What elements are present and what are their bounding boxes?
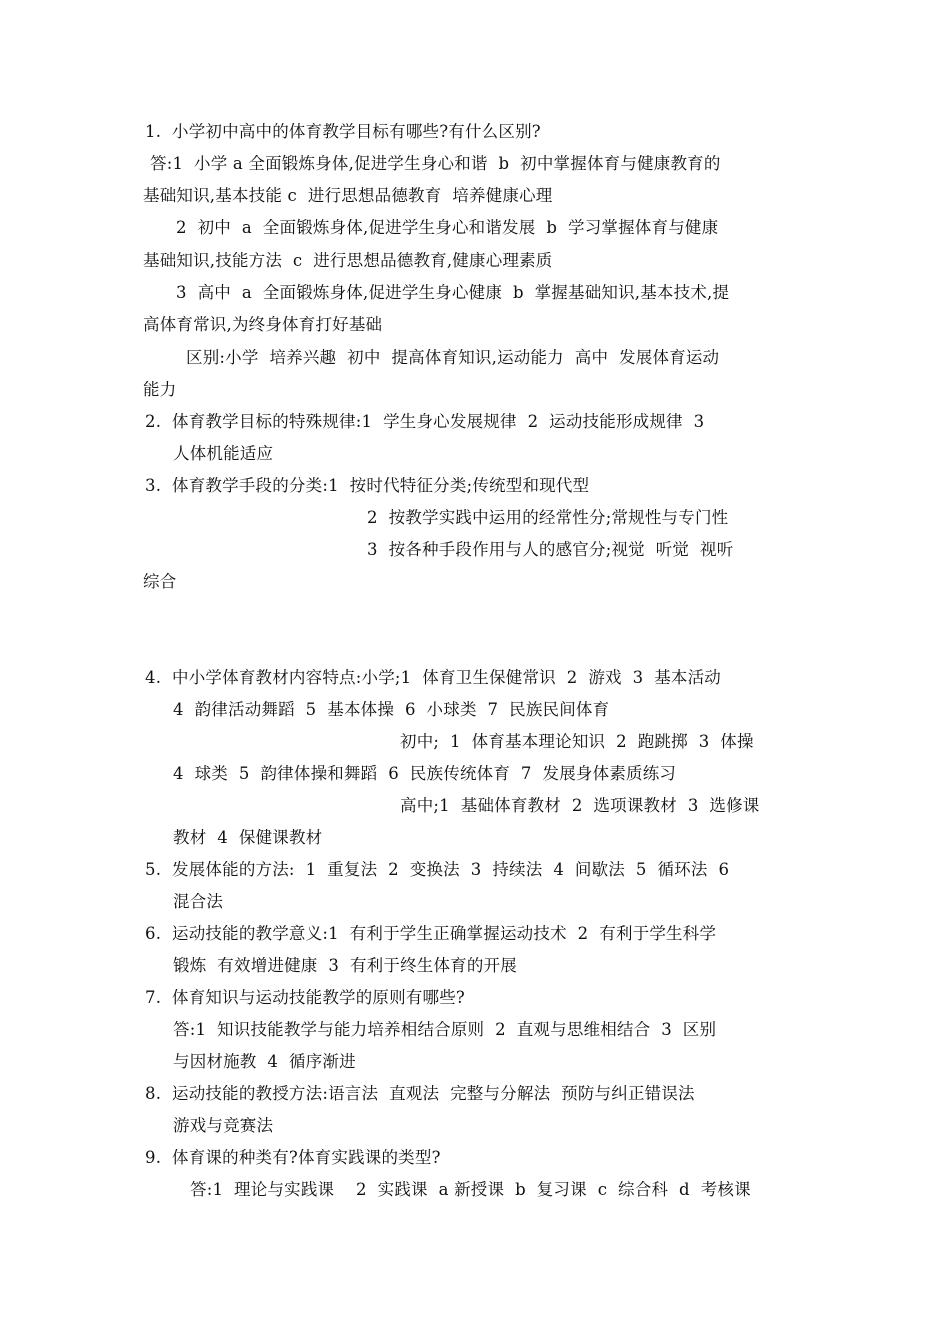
text-line: 2 按教学实践中运用的经常性分;常规性与专门性 [367,508,729,527]
text-line: 区别:小学 培养兴趣 初中 提高体育知识,运动能力 高中 发展体育运动 [186,348,720,367]
text-line: 能力 [143,380,177,399]
text-line: 3. 体育教学手段的分类:1 按时代特征分类;传统型和现代型 [145,476,590,495]
text-line: 3 高中 a 全面锻炼身体,促进学生身心健康 b 掌握基础知识,基本技术,提 [176,283,730,302]
text-line: 高体育常识,为终身体育打好基础 [143,315,383,334]
text-line: 8. 运动技能的教授方法:语言法 直观法 完整与分解法 预防与纠正错误法 [145,1084,695,1103]
text-line: 4 韵律活动舞蹈 5 基本体操 6 小球类 7 民族民间体育 [173,700,610,719]
text-line: 游戏与竞赛法 [173,1116,274,1135]
text-line: 基础知识,基本技能 c 进行思想品德教育 培养健康心理 [143,186,553,205]
text-line: 锻炼 有效增进健康 3 有利于终生体育的开展 [173,956,517,975]
text-line: 2 初中 a 全面锻炼身体,促进学生身心和谐发展 b 学习掌握体育与健康 [176,218,719,237]
text-line: 答:1 知识技能教学与能力培养相结合原则 2 直观与思维相结合 3 区别 [173,1020,717,1039]
text-line: 基础知识,技能方法 c 进行思想品德教育,健康心理素质 [143,251,553,270]
text-line: 9. 体育课的种类有?体育实践课的类型? [145,1148,441,1167]
text-line: 人体机能适应 [173,444,274,463]
text-line: 答:1 理论与实践课 2 实践课 a 新授课 b 复习课 c 综合科 d 考核课 [190,1180,751,1199]
text-line: 4 球类 5 韵律体操和舞蹈 6 民族传统体育 7 发展身体素质练习 [173,764,677,783]
text-line: 混合法 [173,892,224,911]
text-line: 高中;1 基础体育教材 2 选项课教材 3 选修课 [400,796,760,815]
text-line: 2. 体育教学目标的特殊规律:1 学生身心发展规律 2 运动技能形成规律 3 [145,412,705,431]
text-line: 7. 体育知识与运动技能教学的原则有哪些? [145,988,465,1007]
text-line: 教材 4 保健课教材 [173,828,323,847]
text-line: 6. 运动技能的教学意义:1 有利于学生正确掌握运动技术 2 有利于学生科学 [145,924,717,943]
text-line: 综合 [143,572,177,591]
text-line: 答:1 小学 a 全面锻炼身体,促进学生身心和谐 b 初中掌握体育与健康教育的 [150,154,721,173]
text-line: 5. 发展体能的方法: 1 重复法 2 变换法 3 持续法 4 间歇法 5 循环法 6 [145,860,730,879]
text-line: 3 按各种手段作用与人的感官分;视觉 听觉 视听 [367,540,734,559]
text-line: 与因材施教 4 循序渐进 [173,1052,356,1071]
text-line: 1. 小学初中高中的体育教学目标有哪些?有什么区别? [145,122,541,141]
text-line: 4. 中小学体育教材内容特点:小学;1 体育卫生保健常识 2 游戏 3 基本活动 [145,668,721,687]
text-line: 初中; 1 体育基本理论知识 2 跑跳掷 3 体操 [400,732,754,751]
